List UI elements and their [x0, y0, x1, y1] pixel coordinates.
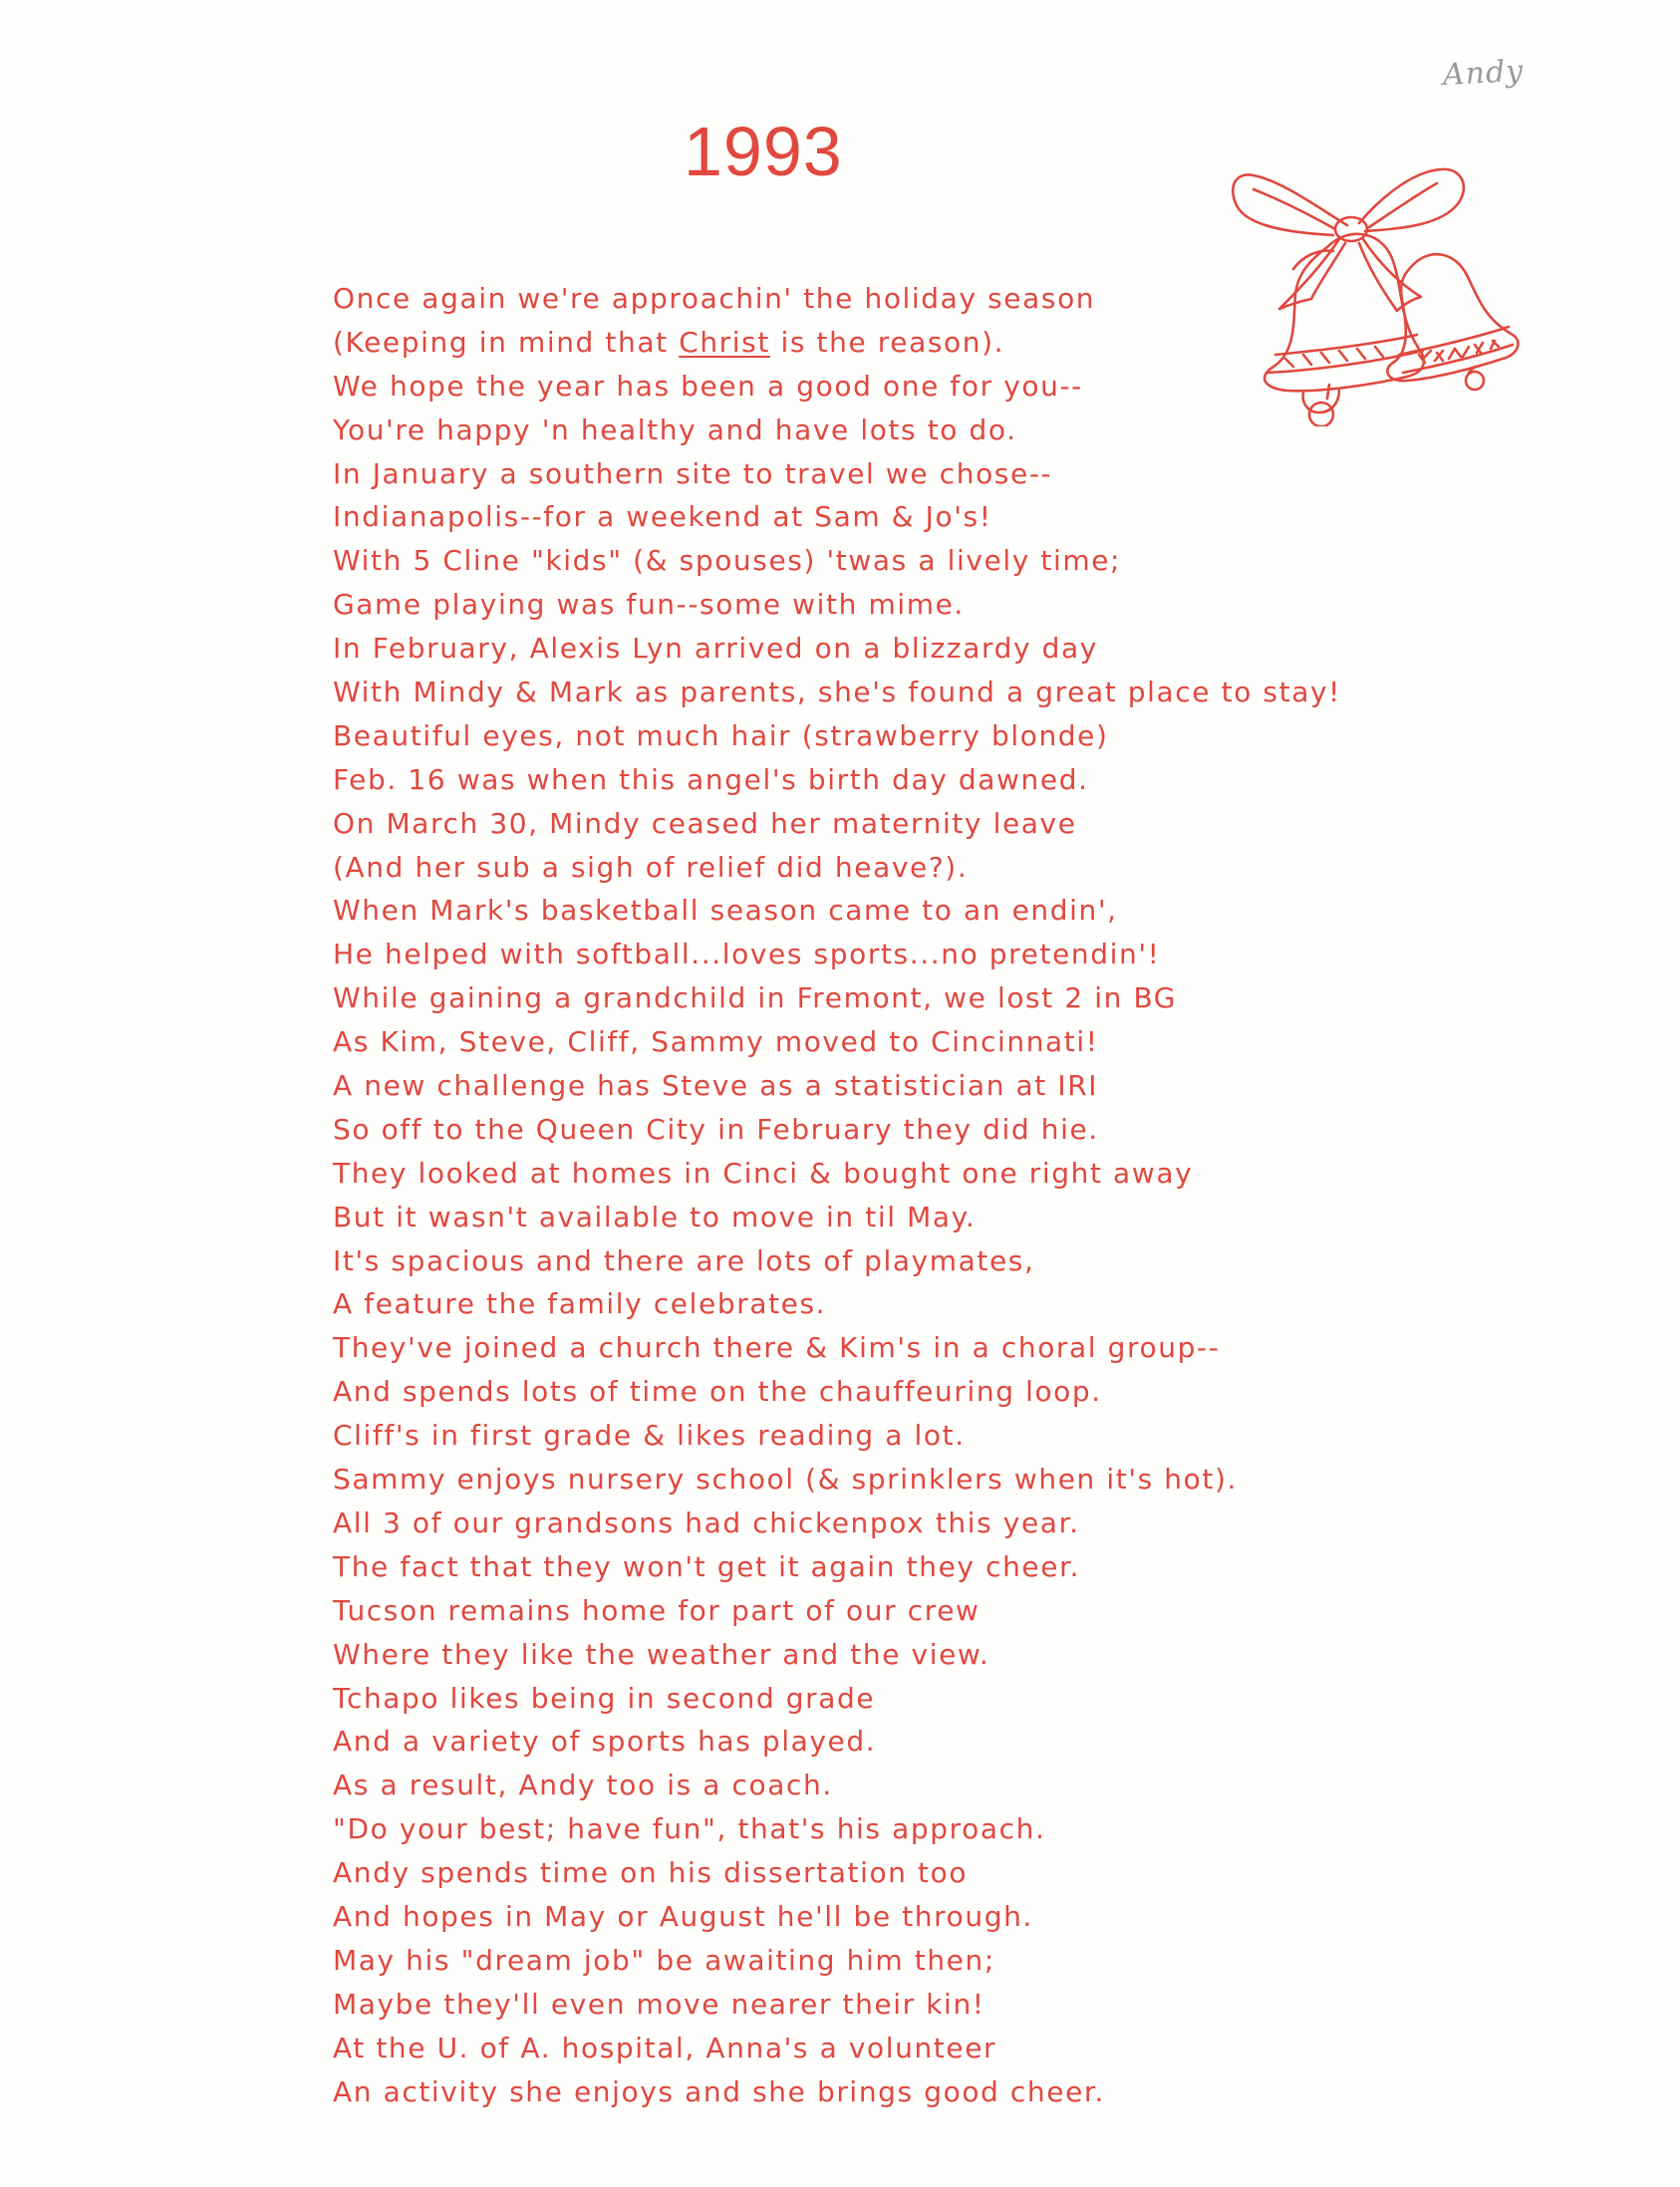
poem-line-text: is the reason).	[769, 325, 1005, 359]
poem-line: Feb. 16 was when this angel's birth day dawned.	[333, 762, 1089, 796]
poem-line: Game playing was fun--some with mime.	[333, 588, 965, 622]
poem-line: It's spacious and there are lots of playmates,	[333, 1243, 1035, 1277]
poem-line: A new challenge has Steve as a statistician at IRI	[333, 1069, 1099, 1103]
poem-line: As a result, Andy too is a coach.	[333, 1769, 833, 1802]
poem-line: Where they like the weather and the view.	[333, 1637, 990, 1671]
poem-line	[333, 321, 1648, 365]
poem-line: At the U. of A. hospital, Anna's a volunteer	[333, 2031, 997, 2064]
poem-line: Andy spends time on his dissertation too	[333, 1856, 969, 1890]
poem-line: And hopes in May or August he'll be through.	[333, 1899, 1033, 1933]
poem-line: While gaining a grandchild in Fremont, we lost 2 in BG	[333, 981, 1178, 1015]
handwritten-note: Andy	[1442, 53, 1526, 94]
poem-line: Indianapolis--for a weekend at Sam & Jo's!	[333, 500, 992, 534]
poem-line: With Mindy & Mark as parents, she's found a great place to stay!	[333, 676, 1341, 709]
poem-line: Cliff's in first grade & likes reading a lot.	[333, 1419, 966, 1453]
poem-line: "Do your best; have fun", that's his approach.	[333, 1812, 1046, 1846]
poem-line: And spends lots of time on the chauffeuring loop.	[333, 1375, 1102, 1409]
poem-line: Once again we're approachin' the holiday season	[333, 282, 1096, 315]
poem-line: All 3 of our grandsons had chickenpox this year.	[333, 1505, 1080, 1539]
poem-line: Sammy enjoys nursery school (& sprinklers when it's hot).	[333, 1463, 1238, 1497]
poem-line: On March 30, Mindy ceased her maternity leave	[333, 806, 1077, 840]
poem-line: Maybe they'll even move nearer their kin!	[333, 1987, 985, 2021]
poem-line: Beautiful eyes, not much hair (strawberry blonde)	[333, 718, 1109, 752]
poem-line: With 5 Cline "kids" (& spouses) 'twas a lively time;	[333, 544, 1122, 578]
poem-line: (And her sub a sigh of relief did heave?).	[333, 850, 969, 884]
poem-line: An activity she enjoys and she brings good cheer.	[333, 2074, 1105, 2108]
poem-line: As Kim, Steve, Cliff, Sammy moved to Cincinnati!	[333, 1025, 1099, 1059]
poem-line: Tucson remains home for part of our crew	[333, 1593, 980, 1627]
poem-line: We hope the year has been a good one for you--	[333, 369, 1083, 403]
poem-line: They looked at homes in Cinci & bought one right away	[333, 1156, 1194, 1190]
poem-line: You're happy 'n healthy and have lots to do.	[333, 412, 1017, 446]
poem-line: Tchapo likes being in second grade	[333, 1681, 876, 1715]
poem-line: When Mark's basketball season came to an endin',	[333, 894, 1118, 928]
poem-line: So off to the Queen City in February they did hie.	[333, 1112, 1099, 1146]
underlined-word: Christ	[679, 325, 770, 359]
poem-line: In February, Alexis Lyn arrived on a blizzardy day	[333, 632, 1098, 666]
poem-line: The fact that they won't get it again they cheer.	[333, 1549, 1081, 1583]
poem-line: May his "dream job" be awaiting him then;	[333, 1943, 995, 1977]
poem	[333, 277, 1648, 2113]
poem-line: He helped with softball...loves sports...no pretendin'!	[333, 938, 1161, 971]
year-title: 1993	[684, 113, 843, 190]
poem-line: A feature the family celebrates.	[333, 1287, 827, 1321]
poem-line-text: (Keeping in mind that	[333, 325, 680, 359]
poem-line: They've joined a church there & Kim's in a choral group--	[333, 1331, 1221, 1365]
poem-line: But it wasn't available to move in til May.	[333, 1200, 977, 1233]
poem-line: In January a southern site to travel we chose--	[333, 456, 1053, 490]
poem-line: And a variety of sports has played.	[333, 1725, 877, 1759]
